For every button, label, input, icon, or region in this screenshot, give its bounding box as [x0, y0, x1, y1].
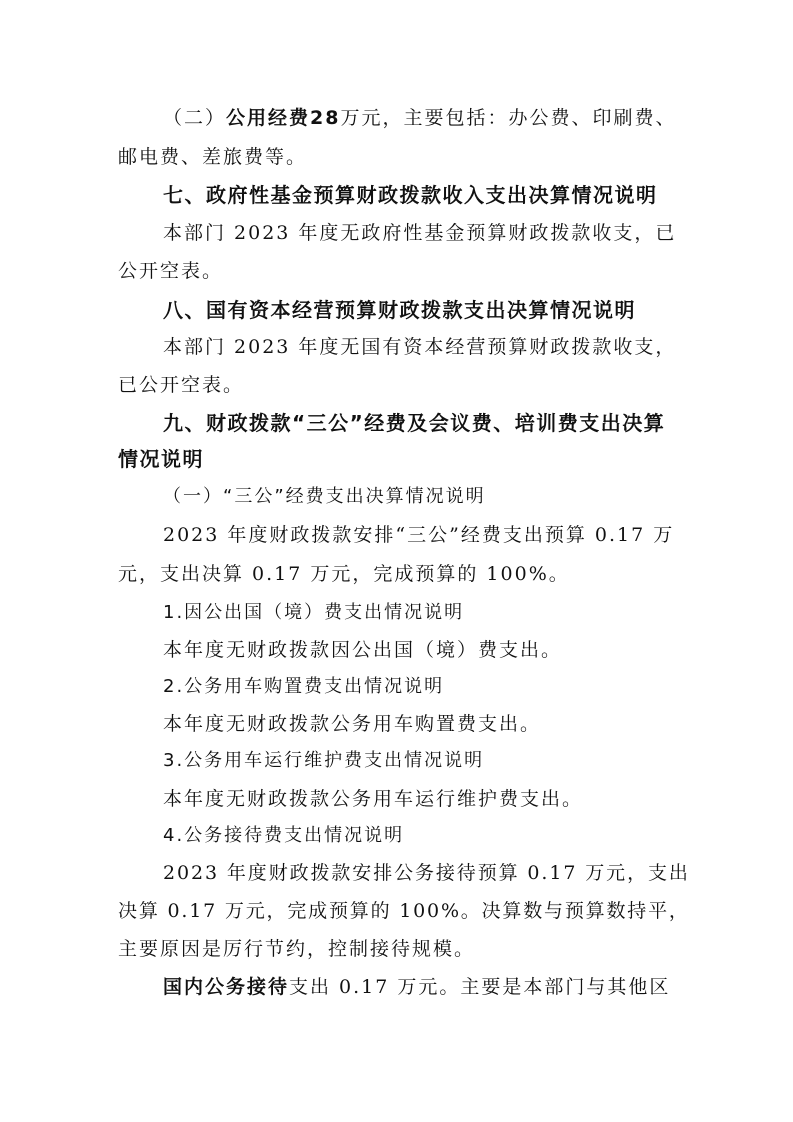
item-4-body-line2: 决算 0.17 万元，完成预算的 100%。决算数与预算数持平， [118, 900, 690, 922]
subsection-heading: （一）“三公”经费支出决算情况说明 [163, 486, 486, 507]
subsection-body: 2023 年度财政拨款安排“三公”经费支出预算 0.17 万 [163, 524, 675, 546]
paragraph-continuation: 邮电费、差旅费等。 [118, 146, 308, 168]
item-4-body-line3: 主要原因是厉行节约，控制接待规模。 [118, 938, 476, 960]
paragraph-text: 万元，主要包括：办公费、印刷费、 [340, 107, 677, 129]
bold-term: 国内公务接待 [163, 976, 290, 998]
bold-number: 28 [310, 107, 341, 129]
item-1-body: 本年度无财政拨款因公出国（境）费支出。 [163, 639, 563, 661]
domestic-reception-paragraph [163, 978, 670, 997]
item-3-title: 3.公务用车运行维护费支出情况说明 [163, 750, 485, 771]
paragraph-public-funds [163, 109, 677, 128]
item-4-title: 4.公务接待费支出情况说明 [163, 825, 405, 846]
section-7-body-continuation: 公开空表。 [118, 260, 224, 282]
section-7-body: 本部门 2023 年度无政府性基金预算财政拨款收支，已 [163, 222, 677, 244]
item-3-body: 本年度无财政拨款公务用车运行维护费支出。 [163, 788, 584, 810]
section-8-body-continuation: 已公开空表。 [118, 374, 245, 396]
item-2-title: 2.公务用车购置费支出情况说明 [163, 676, 445, 697]
item-4-body: 2023 年度财政拨款安排公务接待预算 0.17 万元，支出 [163, 862, 690, 884]
item-2-body: 本年度无财政拨款公务用车购置费支出。 [163, 713, 542, 735]
paren-prefix: （二） [163, 107, 227, 129]
item-1-title: 1.因公出国（境）费支出情况说明 [163, 602, 465, 623]
section-heading-9-continuation: 情况说明 [118, 447, 204, 471]
section-heading-7: 七、政府性基金预算财政拨款收入支出决算情况说明 [163, 183, 658, 207]
section-8-body: 本部门 2023 年度无国有资本经营预算财政拨款收支， [163, 336, 677, 358]
bold-term: 公用经费 [226, 107, 311, 129]
paragraph-text: 支出 0.17 万元。主要是本部门与其他区 [289, 976, 671, 998]
section-heading-8: 八、国有资本经营预算财政拨款支出决算情况说明 [163, 298, 636, 322]
section-heading-9: 九、财政拨款“三公”经费及会议费、培训费支出决算 [163, 411, 666, 435]
subsection-body-continuation: 元，支出决算 0.17 万元，完成预算的 100%。 [118, 563, 570, 585]
